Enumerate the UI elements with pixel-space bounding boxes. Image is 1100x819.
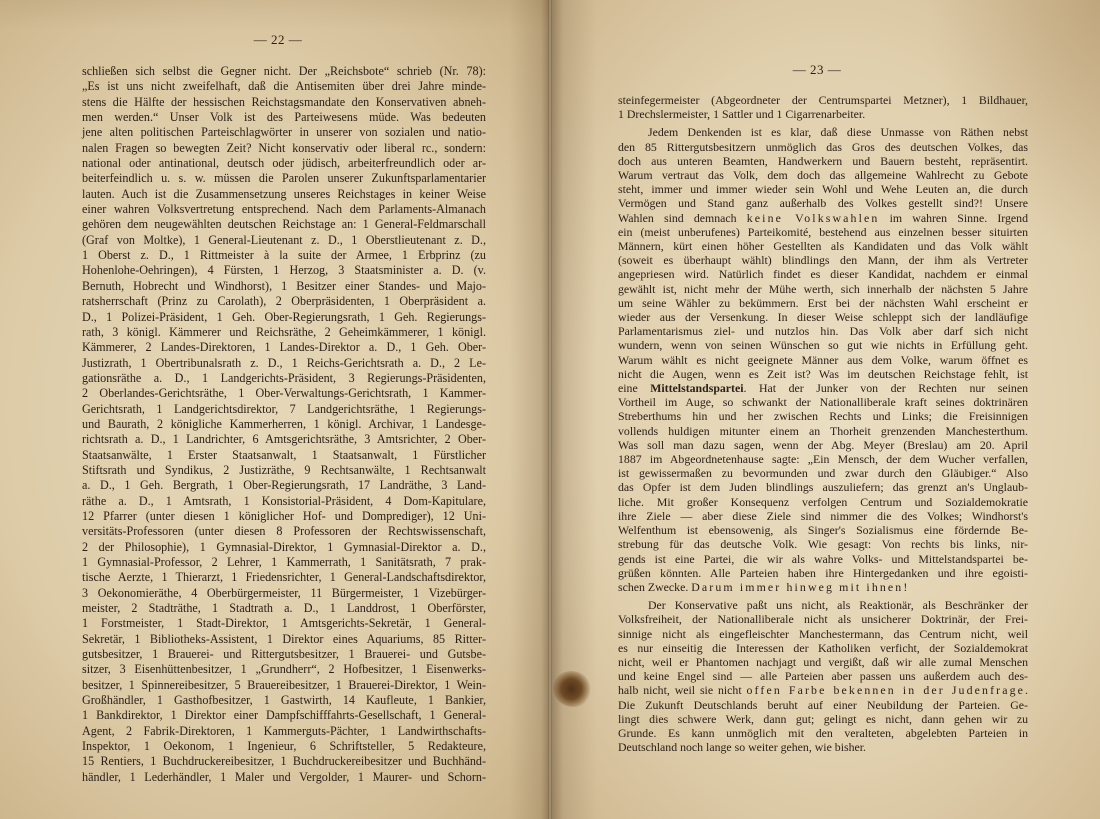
text-line — [618, 196, 1028, 210]
line-text: gewählt ist, nicht mehr der Mühe werth, sich innerhalb der nächsten 5 Jahre — [618, 281, 1028, 296]
line-text — [618, 381, 1028, 395]
text-line — [618, 698, 1028, 712]
text-line — [618, 655, 1028, 669]
line-text: Die Zukunft Deutschlands beruht auf einer Neubildung der Parteien. Ge- — [618, 697, 1028, 712]
line-text: lingt dies schwere Werk, dann gut; gelingt es nicht, dann gehen wir zu — [618, 711, 1028, 726]
text-line — [618, 353, 1028, 367]
text-segment: . — [1025, 683, 1028, 698]
text-line — [618, 466, 1028, 480]
line-text: 1 Drechslermeister, 1 Sattler und 1 Cigarrenarbeiter. — [618, 107, 866, 122]
text-line — [82, 632, 486, 647]
page-22-text-column — [82, 64, 486, 785]
text-line — [82, 110, 486, 125]
text-line — [618, 726, 1028, 740]
text-line — [618, 93, 1028, 107]
text-line — [82, 79, 486, 94]
text-line — [618, 310, 1028, 324]
line-text: den 85 Rittergutsbesitzern unmöglich das Gros des deutschen Volkes, das — [618, 139, 1028, 154]
line-text: Was soll man dazu sagen, wenn der Abg. Meyer (Breslau) am 20. April — [618, 437, 1028, 452]
text-line — [82, 601, 486, 616]
line-text: Vortheil im Auge, so schwankt der Nationalliberale kraft seines doktrinären — [618, 395, 1028, 410]
text-line — [82, 294, 486, 309]
text-line — [618, 627, 1028, 641]
text-line — [618, 267, 1028, 281]
line-text: 1887 im Abgeordnetenhause sagte: „Ein Mensch, der dem Wucher verfallen, — [618, 452, 1028, 467]
line-text: Sekretär, 1 Bibliotheks-Assistent, 1 Direktor eines Aquariums, 85 Ritter- — [82, 631, 486, 646]
line-text: rath, 3 königl. Kämmerer und Reichsräthe, 2 Geheimkämmerer, 1 königl. — [82, 324, 486, 339]
line-text: 1 Oberst z. D., 1 Rittmeister à la suite der Armee, 1 Erbprinz (zu — [82, 248, 486, 263]
line-text: strebung für das deutsche Volk. Wie gesagt: Von rechts bis links, nir- — [618, 537, 1028, 552]
text-line — [618, 225, 1028, 239]
text-line — [82, 156, 486, 171]
line-text: gehören dem neugewählten deutschen Reichstage an: 1 General-Feldmarschall — [82, 217, 486, 232]
text-line — [82, 141, 486, 156]
line-text: versitäts-Professoren (unter diesen 8 Professoren der Rechtswissenschaft, — [82, 524, 486, 539]
line-text: gends ist eine Partei, die wir als wahre Volks- und Mittelstandspartei be- — [618, 551, 1028, 566]
text-line — [82, 248, 486, 263]
line-text: tische Aerzte, 1 Thierarzt, 1 Friedensrichter, 1 General-Landschaftsdirektor, — [82, 570, 486, 585]
line-text: und Baurath, 2 königliche Kammerherren, 1 königl. Archivar, 1 Landesge- — [82, 416, 486, 431]
line-text: liche. Mit großer Konsequenz verfolgen Centrum und Sozialdemokratie — [618, 494, 1028, 509]
text-line — [82, 509, 486, 524]
text-line — [618, 211, 1028, 225]
text-line — [618, 480, 1028, 494]
line-text — [618, 580, 909, 594]
line-text: lauten. Auch ist die Zusammensetzung unseres Reichstages in keiner Weise — [82, 186, 486, 201]
line-text: 1 Bankdirektor, 1 Direktor einer Dampfschifffahrts-Gesellschaft, 1 General- — [82, 708, 486, 723]
line-text: Männern, kürt einen höher Gestellten als Kandidaten und das Volk wählt — [618, 239, 1028, 254]
book-gutter-crease — [548, 0, 552, 819]
text-line — [618, 324, 1028, 338]
line-text: einer wahren Volksvertretung entsprechend. Nach dem Parlaments-Almanach — [82, 202, 486, 217]
text-line — [82, 171, 486, 186]
line-text: Volksfreiheit, der Nationalliberale nicht als unsicherer Doktrinär, der Frei- — [618, 612, 1028, 627]
line-text: nicht, weil er Phantomen nachjagt und vergißt, daß wir alle zumal Menschen — [618, 654, 1028, 669]
text-segment: im wahren Sinne. Irgend — [879, 210, 1028, 225]
text-line — [82, 662, 486, 677]
line-text: Warum vertraut das Volk, dem doch das allgemeine Wahlrecht zu Gebote — [618, 168, 1028, 183]
paragraph — [618, 598, 1028, 754]
text-line — [82, 724, 486, 739]
line-text: 12 Pfarrer (unter diesen 1 königlicher Hof- und Domprediger), 12 Uni- — [82, 508, 486, 523]
line-text: a. D., 1 Geh. Bergrath, 1 Ober-Regierungsrath, 17 Landräthe, 3 Land- — [82, 478, 486, 493]
text-line — [618, 296, 1028, 310]
text-line — [82, 647, 486, 662]
text-line — [618, 598, 1028, 612]
text-line — [82, 693, 486, 708]
text-line — [82, 432, 486, 447]
text-line — [618, 107, 1028, 121]
line-text: räthe a. D., 1 Amtsrath, 1 Konsistorial-Präsident, 4 Dom-Kapitulare, — [82, 493, 486, 508]
text-line — [82, 524, 486, 539]
text-line — [82, 279, 486, 294]
line-text: 1 Gymnasial-Professor, 2 Lehrer, 1 Kammerrath, 1 Sanitätsrath, 7 prak- — [82, 555, 486, 569]
text-line — [618, 509, 1028, 523]
line-text: Inspektor, 1 Oekonom, 1 Ingenieur, 6 Schriftsteller, 5 Redakteure, — [82, 739, 486, 754]
line-text: um seine Wähler zu bekümmern. Erst bei der nächsten Wahl erscheint er — [618, 295, 1028, 310]
line-text: steinfegermeister (Abgeordneter der Centrumspartei Metzner), 1 Bildhauer, — [618, 93, 1028, 107]
text-line — [82, 402, 486, 417]
text-line — [618, 552, 1028, 566]
spaced-emphasis: Darum immer hinweg mit ihnen! — [691, 579, 910, 594]
text-line — [618, 452, 1028, 466]
text-line — [82, 463, 486, 478]
text-line — [618, 566, 1028, 580]
text-line — [618, 154, 1028, 168]
line-text: (Graf von Moltke), 1 General-Lieutenant z. D., 1 Oberstlieutenant z. D., — [82, 232, 486, 247]
line-text: „Es ist uns nicht zweifelhaft, daß die Antisemiten über drei Jahre minde- — [82, 79, 486, 94]
line-text — [618, 683, 1028, 697]
line-text: schließen sich selbst die Gegner nicht. Der „Reichsbote“ schrieb (Nr. 78): — [82, 64, 486, 78]
line-text: sitzer, 3 Eisenhüttenbesitzer, 1 „Grundherr“, 2 Hofbesitzer, 1 Eisenwerks- — [82, 662, 486, 677]
line-text — [618, 211, 1028, 225]
text-line — [618, 495, 1028, 509]
line-text: 2 der Philosophie), 1 Gymnasial-Direktor, 1 Gymnasial-Direktor a. D., — [82, 539, 486, 554]
text-line — [618, 140, 1028, 154]
line-text: Der Konservative paßt uns nicht, als Reaktionär, als Beschränker der — [648, 598, 1028, 613]
text-line — [82, 739, 486, 754]
text-line — [82, 64, 486, 79]
text-line — [618, 395, 1028, 409]
line-text: wieder aus der Versenkung. In dieser Weise schleppt sich der landläufige — [618, 310, 1028, 325]
text-line — [618, 740, 1028, 754]
line-text: Staatsanwälte, 1 Erster Staatsanwalt, 1 Staatsanwalt, 1 Fürstlicher — [82, 447, 486, 462]
text-line — [618, 683, 1028, 697]
page-number: — 22 — — [253, 32, 303, 47]
text-line — [618, 537, 1028, 551]
text-line — [82, 95, 486, 110]
text-line — [82, 586, 486, 601]
text-line — [82, 325, 486, 340]
line-text: Jedem Denkenden ist es klar, daß diese Unmasse von Räthen nebst — [648, 125, 1028, 140]
text-line — [618, 125, 1028, 139]
line-text: Vermögen und Stand ganz außerhalb des Volkes gestellt sind?! Unsere — [618, 196, 1028, 211]
text-line — [618, 338, 1028, 352]
spaced-emphasis: offen Farbe bekennen in der Judenfrage — [746, 683, 1026, 698]
line-text: grüßen könnten. Alle Parteien haben ihre Hintergedanken und ihre egoisti- — [618, 565, 1028, 580]
text-line — [82, 233, 486, 248]
line-text: jene alten politischen Parteischlagwörter in unserer von sozialen und natio- — [82, 125, 486, 140]
line-text: Justizrath, 1 Obertribunalsrath z. D., 1 Reichs-Gerichtsrath a. D., 2 Le- — [82, 355, 486, 370]
text-line — [82, 340, 486, 355]
line-text: gutsbesitzer, 1 Brauerei- und Rittergutsbesitzer, 1 Brauerei- und Gutsbe- — [82, 647, 486, 662]
line-text: angepriesen wird. Natürlich findet es dieser Kandidat, nachdem er einmal — [618, 267, 1028, 282]
line-text: Deutschland noch lange so weiter gehen, wie bisher. — [618, 740, 866, 755]
text-line — [618, 282, 1028, 296]
text-line — [82, 310, 486, 325]
text-line — [82, 708, 486, 723]
text-line — [618, 168, 1028, 182]
paragraph — [82, 64, 486, 785]
text-segment: eine — [618, 381, 651, 396]
text-line — [618, 712, 1028, 726]
text-line — [82, 125, 486, 140]
text-line — [618, 612, 1028, 626]
text-line — [618, 580, 1028, 594]
text-line — [618, 523, 1028, 537]
bold-emphasis: Mittelstandspartei — [650, 381, 744, 396]
text-segment: schen Zwecke. — [618, 579, 692, 594]
line-text: 15 Rentiers, 1 Buchdruckereibesitzer, 1 Buchdruckereibesitzer und Buchhänd- — [82, 754, 486, 769]
line-text: besitzer, 1 Spinnereibesitzer, 5 Brauereibesitzer, 1 Brauerei-Direktor, 1 Wein- — [82, 677, 486, 692]
line-text: wundern, wenn von seinen Wünschen so gut wie nichts in Erfüllung geht. — [618, 338, 1028, 353]
text-line — [82, 478, 486, 493]
line-text: steht, immer und immer wieder sein Wohl und Wehe Leuten an, die durch — [618, 182, 1028, 197]
line-text: national oder antinational, deutsch oder jüdisch, arbeiterfreundlich oder ar- — [82, 156, 486, 171]
line-text: vollends huldigen mitunter einem an Thorheit grenzenden Manchesterthum. — [618, 423, 1028, 438]
line-text: ist gewissermaßen zu bevormunden und zwar durch den Gläubiger.“ Also — [618, 466, 1028, 481]
page-number: — 23 — — [792, 62, 842, 77]
line-text: doch aus unteren Beamten, Handwerkern und Bauern besteht, repräsentirt. — [618, 153, 1028, 168]
line-text: Grunde. Es kann unmöglich mit den veralteten, abgelebten Parteien in — [618, 725, 1028, 740]
line-text: Welfenthum ist ebensowenig, als Singer's Sozialismus eine fördernde Be- — [618, 523, 1028, 538]
line-text: richtsrath a. D., 1 Landrichter, 6 Amtsgerichtsräthe, 3 Amtsrichter, 2 Ober- — [82, 432, 486, 447]
text-segment: Wahlen sind demnach — [618, 210, 747, 225]
line-text: Streberthums hin und her zwischen Rechts und Links; die Freisinnigen — [618, 409, 1028, 424]
text-line — [82, 202, 486, 217]
line-text: Kämmerer, 2 Landes-Direktoren, 1 Landes-Direktor a. D., 1 Geh. Ober- — [82, 340, 486, 355]
text-line — [82, 494, 486, 509]
page-23-text-column — [618, 93, 1028, 754]
text-line — [82, 616, 486, 631]
line-text: beiterfeindlich u. s. w. müssen die Parolen unserer Zukunftsparlamentarier — [82, 171, 486, 186]
line-text: men werden.“ Unser Volk ist des Parteiwesens müde. Was bedeuten — [82, 110, 486, 125]
text-line — [82, 417, 486, 432]
line-text: ihre Ziele — aber diese Ziele sind nimmer die des Volkes; Windhorst's — [618, 508, 1028, 523]
text-line — [82, 356, 486, 371]
line-text: händler, 1 Lederhändler, 1 Maler und Vergolder, 1 Maurer- und Schorn- — [82, 769, 486, 784]
text-line — [618, 669, 1028, 683]
line-text: Bernuth, Hobrecht und Windhorst), 1 Besitzer einer Standes- und Majo- — [82, 278, 486, 293]
line-text: 2 Oberlandes-Gerichtsräthe, 1 Ober-Verwaltungs-Gerichtsrath, 1 Kammer- — [82, 386, 486, 401]
line-text: Hohenlohe-Oehringen), 4 Fürsten, 1 Herzog, 3 Staatsminister a. D. (v. — [82, 263, 486, 278]
text-line — [618, 409, 1028, 423]
paragraph — [618, 93, 1028, 121]
line-text: und keine Engel sind — alle Parteien aber passen uns außerdem auch des- — [618, 669, 1028, 684]
text-segment: . Hat der Junker von der Rechten nur seinen — [743, 381, 1028, 396]
line-text: ratsherrschaft (Prinz zu Carolath), 2 Oberpräsidenten, 1 Oberpräsident a. — [82, 294, 486, 309]
text-line — [82, 540, 486, 555]
text-line — [618, 424, 1028, 438]
text-line — [82, 678, 486, 693]
text-line — [82, 448, 486, 463]
text-line — [82, 263, 486, 278]
text-line — [618, 438, 1028, 452]
page-23 — [551, 0, 1100, 819]
paragraph — [618, 125, 1028, 594]
line-text: 3 Oekonomieräthe, 4 Oberbürgermeister, 11 Bürgermeister, 1 Vizebürger- — [82, 585, 486, 600]
text-line — [82, 187, 486, 202]
text-line — [618, 239, 1028, 253]
line-text: das Opfer ist dem Juden blindlings auszuliefern; das grenzt an's Unglaub- — [618, 480, 1028, 495]
text-line — [618, 253, 1028, 267]
text-line — [618, 367, 1028, 381]
text-line — [82, 371, 486, 386]
line-text: Parlamentarismus ziel- und nutzlos hin. Das Volk aber darf sich nicht — [618, 324, 1028, 339]
text-line — [82, 217, 486, 232]
text-line — [618, 381, 1028, 395]
line-text: stens die Hälfte der hessischen Reichstagsmandate den Konservativen abneh- — [82, 94, 486, 109]
text-line — [82, 770, 486, 785]
line-text: 1 Forstmeister, 1 Stadt-Direktor, 1 Amtsgerichts-Sekretär, 1 General- — [82, 616, 486, 631]
line-text: es nur einseitig die Interessen der Katholiken verficht, der Sozialdemokrat — [618, 640, 1028, 655]
paper-stain — [553, 671, 591, 707]
text-line — [82, 386, 486, 401]
line-text: Agent, 2 Fabrik-Direktoren, 1 Kammerguts-Pächter, 1 Landwirthschafts- — [82, 723, 486, 738]
line-text: Großhändler, 1 Gasthofbesitzer, 1 Gastwirth, 14 Kaufleute, 1 Bankier, — [82, 693, 486, 708]
text-line — [618, 182, 1028, 196]
line-text: Gerichtsrath, 1 Landgerichtsdirektor, 7 Landgerichtsräthe, 1 Regierungs- — [82, 401, 486, 416]
line-text: (soweit es überhaupt wählt) blindlings den Mann, der ihm als Vertreter — [618, 253, 1028, 268]
line-text: nalen Fragen so bewegten Zeit? Nicht konservativ oder liberal rc., sondern: — [82, 140, 486, 155]
line-text: gationsräthe a. D., 1 Landgerichts-Präsident, 3 Regierungs-Präsidenten, — [82, 370, 486, 385]
line-text: nicht die Augen, wenn es Zeit ist? Was im deutschen Reichstage fehlt, ist — [618, 366, 1028, 381]
text-line — [82, 555, 486, 570]
line-text: D., 1 Polizei-Präsident, 1 Geh. Ober-Regierungsrath, 1 Geh. Regierungs- — [82, 309, 486, 324]
line-text: sinnige nicht als eingefleischter Manchestermann, das Centrum nicht, weil — [618, 626, 1028, 641]
text-line — [618, 641, 1028, 655]
text-line — [82, 570, 486, 585]
text-segment: halb nicht, weil sie nicht — [618, 683, 747, 698]
line-text: Stiftsrath und Syndikus, 2 Justizräthe, 9 Rechtsanwälte, 1 Rechtsanwalt — [82, 462, 486, 477]
spaced-emphasis: keine Volkswahlen — [746, 210, 880, 225]
line-text: Warum wählt es nicht geeignete Männer aus dem Volke, warum öffnet es — [618, 352, 1028, 367]
text-line — [82, 754, 486, 769]
line-text: meister, 2 Stadträthe, 1 Stadtrath a. D., 1 Landdrost, 1 Oberförster, — [82, 601, 486, 616]
line-text: ein (meist unberufenes) Parteikomité, bestehend aus einzelnen besser situirten — [618, 224, 1028, 239]
